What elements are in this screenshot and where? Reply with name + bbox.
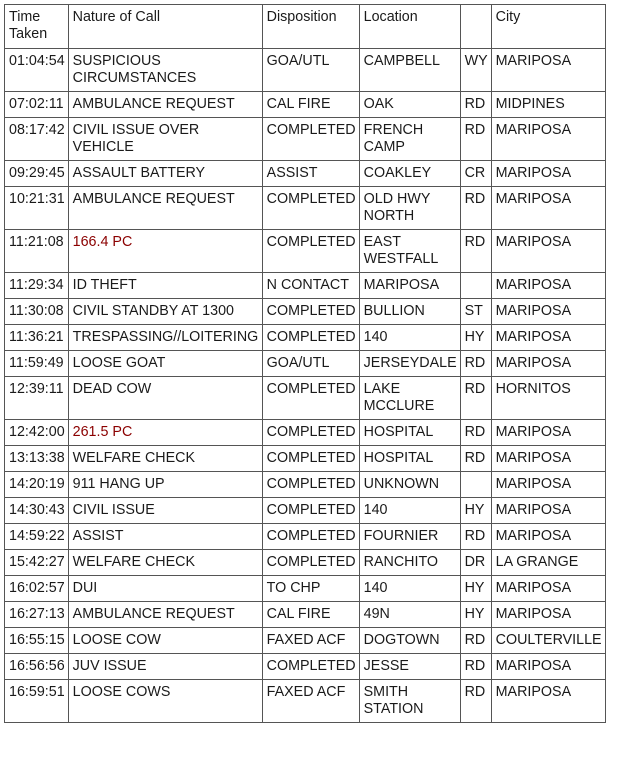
cell-location: FOURNIER xyxy=(359,524,460,550)
cell-time: 16:56:56 xyxy=(5,654,69,680)
table-row xyxy=(5,446,606,472)
cell-nature-of-call: WELFARE CHECK xyxy=(68,550,262,576)
table-row xyxy=(5,654,606,680)
table-row xyxy=(5,498,606,524)
table-row xyxy=(5,299,606,325)
cell-location: HOSPITAL xyxy=(359,420,460,446)
cell-time: 11:29:34 xyxy=(5,273,69,299)
cell-disposition: COMPLETED xyxy=(262,498,359,524)
cell-disposition: COMPLETED xyxy=(262,187,359,230)
cell-nature-of-call: LOOSE GOAT xyxy=(68,351,262,377)
table-row xyxy=(5,472,606,498)
cell-nature-of-call: AMBULANCE REQUEST xyxy=(68,92,262,118)
table-row xyxy=(5,92,606,118)
header-row xyxy=(5,5,606,49)
cell-city: MARIPOSA xyxy=(491,472,605,498)
cell-disposition: CAL FIRE xyxy=(262,92,359,118)
cell-location: 140 xyxy=(359,498,460,524)
cell-city: MARIPOSA xyxy=(491,602,605,628)
cell-time: 15:42:27 xyxy=(5,550,69,576)
cell-location: COAKLEY xyxy=(359,161,460,187)
cell-street-suffix: HY xyxy=(460,325,491,351)
cell-location: CAMPBELL xyxy=(359,49,460,92)
cell-street-suffix: RD xyxy=(460,118,491,161)
cell-nature-of-call: 261.5 PC xyxy=(68,420,262,446)
cell-street-suffix: RD xyxy=(460,92,491,118)
cell-nature-of-call: TRESPASSING//LOITERING xyxy=(68,325,262,351)
table-row xyxy=(5,351,606,377)
call-log-body xyxy=(5,49,606,723)
table-row xyxy=(5,273,606,299)
cell-street-suffix: RD xyxy=(460,420,491,446)
cell-disposition: TO CHP xyxy=(262,576,359,602)
cell-disposition: CAL FIRE xyxy=(262,602,359,628)
cell-disposition: COMPLETED xyxy=(262,325,359,351)
table-row xyxy=(5,576,606,602)
cell-street-suffix: HY xyxy=(460,602,491,628)
cell-nature-of-call: DUI xyxy=(68,576,262,602)
cell-disposition: COMPLETED xyxy=(262,550,359,576)
cell-time: 12:42:00 xyxy=(5,420,69,446)
cell-time: 16:27:13 xyxy=(5,602,69,628)
cell-nature-of-call: AMBULANCE REQUEST xyxy=(68,602,262,628)
cell-street-suffix: HY xyxy=(460,498,491,524)
table-row xyxy=(5,628,606,654)
cell-street-suffix: RD xyxy=(460,446,491,472)
cell-city: LA GRANGE xyxy=(491,550,605,576)
cell-disposition: COMPLETED xyxy=(262,377,359,420)
cell-city: MARIPOSA xyxy=(491,187,605,230)
table-row xyxy=(5,550,606,576)
table-row xyxy=(5,187,606,230)
cell-location: EAST WESTFALL xyxy=(359,230,460,273)
cell-street-suffix: HY xyxy=(460,576,491,602)
cell-location: UNKNOWN xyxy=(359,472,460,498)
cell-disposition: ASSIST xyxy=(262,161,359,187)
cell-location: JESSE xyxy=(359,654,460,680)
cell-location: OAK xyxy=(359,92,460,118)
cell-street-suffix: RD xyxy=(460,680,491,723)
cell-location: LAKE MCCLURE xyxy=(359,377,460,420)
cell-nature-of-call: SUSPICIOUS CIRCUMSTANCES xyxy=(68,49,262,92)
cell-city: MARIPOSA xyxy=(491,299,605,325)
cell-nature-of-call: ASSIST xyxy=(68,524,262,550)
cell-disposition: COMPLETED xyxy=(262,654,359,680)
cell-nature-of-call: WELFARE CHECK xyxy=(68,446,262,472)
cell-street-suffix: ST xyxy=(460,299,491,325)
cell-time: 11:30:08 xyxy=(5,299,69,325)
cell-location: SMITH STATION xyxy=(359,680,460,723)
cell-nature-of-call: CIVIL STANDBY AT 1300 xyxy=(68,299,262,325)
header-disposition: Disposition xyxy=(262,5,359,49)
cell-time: 11:36:21 xyxy=(5,325,69,351)
header-street-suffix xyxy=(460,5,491,49)
cell-time: 11:59:49 xyxy=(5,351,69,377)
cell-city: COULTERVILLE xyxy=(491,628,605,654)
cell-city: MARIPOSA xyxy=(491,351,605,377)
cell-location: MARIPOSA xyxy=(359,273,460,299)
cell-city: HORNITOS xyxy=(491,377,605,420)
cell-street-suffix: RD xyxy=(460,377,491,420)
cell-disposition: COMPLETED xyxy=(262,420,359,446)
cell-location: HOSPITAL xyxy=(359,446,460,472)
cell-disposition: FAXED ACF xyxy=(262,680,359,723)
cell-location: JERSEYDALE xyxy=(359,351,460,377)
cell-time: 14:59:22 xyxy=(5,524,69,550)
table-row xyxy=(5,325,606,351)
cell-street-suffix: RD xyxy=(460,628,491,654)
cell-location: OLD HWY NORTH xyxy=(359,187,460,230)
cell-time: 07:02:11 xyxy=(5,92,69,118)
cell-city: MIDPINES xyxy=(491,92,605,118)
cell-time: 16:55:15 xyxy=(5,628,69,654)
cell-nature-of-call: DEAD COW xyxy=(68,377,262,420)
cell-nature-of-call: ASSAULT BATTERY xyxy=(68,161,262,187)
cell-nature-of-call: ID THEFT xyxy=(68,273,262,299)
table-row xyxy=(5,161,606,187)
cell-time: 16:59:51 xyxy=(5,680,69,723)
cell-nature-of-call: AMBULANCE REQUEST xyxy=(68,187,262,230)
cell-city: MARIPOSA xyxy=(491,325,605,351)
cell-nature-of-call: 911 HANG UP xyxy=(68,472,262,498)
cell-city: MARIPOSA xyxy=(491,524,605,550)
table-row xyxy=(5,377,606,420)
cell-time: 14:30:43 xyxy=(5,498,69,524)
cell-city: MARIPOSA xyxy=(491,446,605,472)
cell-city: MARIPOSA xyxy=(491,654,605,680)
cell-nature-of-call: CIVIL ISSUE OVER VEHICLE xyxy=(68,118,262,161)
cell-time: 13:13:38 xyxy=(5,446,69,472)
cell-disposition: GOA/UTL xyxy=(262,351,359,377)
cell-disposition: COMPLETED xyxy=(262,230,359,273)
cell-disposition: GOA/UTL xyxy=(262,49,359,92)
cell-nature-of-call: LOOSE COWS xyxy=(68,680,262,723)
cell-street-suffix xyxy=(460,273,491,299)
cell-time: 14:20:19 xyxy=(5,472,69,498)
cell-location: 49N xyxy=(359,602,460,628)
cell-street-suffix: WY xyxy=(460,49,491,92)
call-log-table xyxy=(4,4,606,723)
header-location: Location xyxy=(359,5,460,49)
cell-city: MARIPOSA xyxy=(491,680,605,723)
cell-time: 11:21:08 xyxy=(5,230,69,273)
header-time: Time Taken xyxy=(5,5,69,49)
cell-time: 10:21:31 xyxy=(5,187,69,230)
cell-city: MARIPOSA xyxy=(491,118,605,161)
cell-street-suffix: RD xyxy=(460,187,491,230)
cell-street-suffix xyxy=(460,472,491,498)
table-row xyxy=(5,420,606,446)
cell-street-suffix: RD xyxy=(460,351,491,377)
cell-location: BULLION xyxy=(359,299,460,325)
cell-time: 12:39:11 xyxy=(5,377,69,420)
cell-disposition: COMPLETED xyxy=(262,446,359,472)
cell-nature-of-call: 166.4 PC xyxy=(68,230,262,273)
cell-disposition: FAXED ACF xyxy=(262,628,359,654)
table-row xyxy=(5,49,606,92)
table-row xyxy=(5,524,606,550)
cell-city: MARIPOSA xyxy=(491,273,605,299)
cell-time: 16:02:57 xyxy=(5,576,69,602)
cell-nature-of-call: CIVIL ISSUE xyxy=(68,498,262,524)
cell-street-suffix: RD xyxy=(460,230,491,273)
cell-time: 08:17:42 xyxy=(5,118,69,161)
cell-disposition: N CONTACT xyxy=(262,273,359,299)
cell-disposition: COMPLETED xyxy=(262,524,359,550)
cell-time: 09:29:45 xyxy=(5,161,69,187)
table-row xyxy=(5,118,606,161)
cell-time: 01:04:54 xyxy=(5,49,69,92)
cell-location: RANCHITO xyxy=(359,550,460,576)
table-row xyxy=(5,230,606,273)
cell-location: DOGTOWN xyxy=(359,628,460,654)
cell-disposition: COMPLETED xyxy=(262,299,359,325)
header-nature-of-call: Nature of Call xyxy=(68,5,262,49)
header-city: City xyxy=(491,5,605,49)
cell-city: MARIPOSA xyxy=(491,161,605,187)
cell-street-suffix: CR xyxy=(460,161,491,187)
cell-nature-of-call: JUV ISSUE xyxy=(68,654,262,680)
cell-location: FRENCH CAMP xyxy=(359,118,460,161)
cell-street-suffix: RD xyxy=(460,654,491,680)
cell-street-suffix: DR xyxy=(460,550,491,576)
cell-city: MARIPOSA xyxy=(491,498,605,524)
cell-disposition: COMPLETED xyxy=(262,472,359,498)
cell-city: MARIPOSA xyxy=(491,49,605,92)
cell-city: MARIPOSA xyxy=(491,230,605,273)
table-row xyxy=(5,680,606,723)
cell-nature-of-call: LOOSE COW xyxy=(68,628,262,654)
cell-location: 140 xyxy=(359,576,460,602)
cell-location: 140 xyxy=(359,325,460,351)
cell-disposition: COMPLETED xyxy=(262,118,359,161)
cell-city: MARIPOSA xyxy=(491,420,605,446)
cell-city: MARIPOSA xyxy=(491,576,605,602)
cell-street-suffix: RD xyxy=(460,524,491,550)
table-row xyxy=(5,602,606,628)
